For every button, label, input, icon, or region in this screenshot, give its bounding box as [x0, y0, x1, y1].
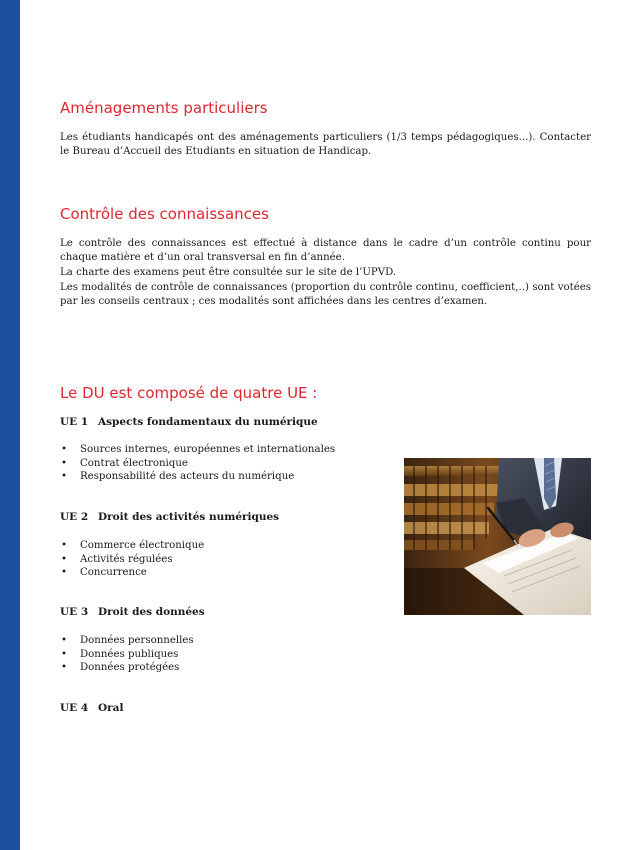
- lawyer-signing-document-photo: [404, 458, 591, 615]
- controle-text-1: Le contrôle des connaissances est effectué à distance dans le cadre d’un contrôle continu pour chaque matière et d’un oral transversal en fin d’année.: [60, 238, 591, 263]
- ue-title: Aspects fondamentaux du numérique: [98, 416, 318, 428]
- list-item: • Responsabilité des acteurs du numérique: [60, 470, 335, 484]
- controle-text-2: La charte des examens peut être consultée sur le site de l’UPVD.: [60, 267, 397, 278]
- ue-number: UE 1: [60, 416, 89, 428]
- heading-amenagements: Aménagements particuliers: [60, 99, 268, 117]
- heading-du: Le DU est composé de quatre UE :: [60, 384, 318, 402]
- left-blue-bar: [0, 0, 20, 850]
- ue-heading: [60, 416, 318, 428]
- list-item: • Commerce électronique: [60, 539, 204, 553]
- ue-item-list: [60, 443, 335, 484]
- ue-heading: [60, 511, 279, 523]
- ue-title: Droit des activités numériques: [98, 511, 280, 523]
- ue-title: Droit des données: [98, 606, 205, 618]
- list-item: • Activités régulées: [60, 553, 204, 567]
- amenagements-text: Les étudiants handicapés ont des aménagements particuliers (1/3 temps pédagogiques...). Contacter le Bureau d’Accueil des Etudiants en situation de Handicap.: [60, 132, 591, 157]
- heading-controle: Contrôle des connaissances: [60, 205, 269, 223]
- list-item: • Données protégées: [60, 661, 194, 675]
- ue-heading: [60, 702, 123, 714]
- list-item: • Données personnelles: [60, 634, 194, 648]
- ue-item-list: [60, 539, 204, 580]
- list-item: • Données publiques: [60, 648, 194, 662]
- ue-number: UE 4: [60, 702, 89, 714]
- list-item: • Concurrence: [60, 566, 204, 580]
- ue-title: Oral: [98, 702, 124, 714]
- list-item: • Sources internes, européennes et internationales: [60, 443, 335, 457]
- ue-number: UE 2: [60, 511, 89, 523]
- ue-item-list: [60, 634, 194, 675]
- ue-heading: [60, 606, 205, 618]
- list-item: • Contrat électronique: [60, 457, 335, 471]
- controle-text-3: Les modalités de contrôle de connaissances (proportion du contrôle continu, coefficient,..) sont votées par les conseils centraux ; ces modalités sont affichées dans les centres d’examen.: [60, 282, 591, 307]
- ue-number: UE 3: [60, 606, 89, 618]
